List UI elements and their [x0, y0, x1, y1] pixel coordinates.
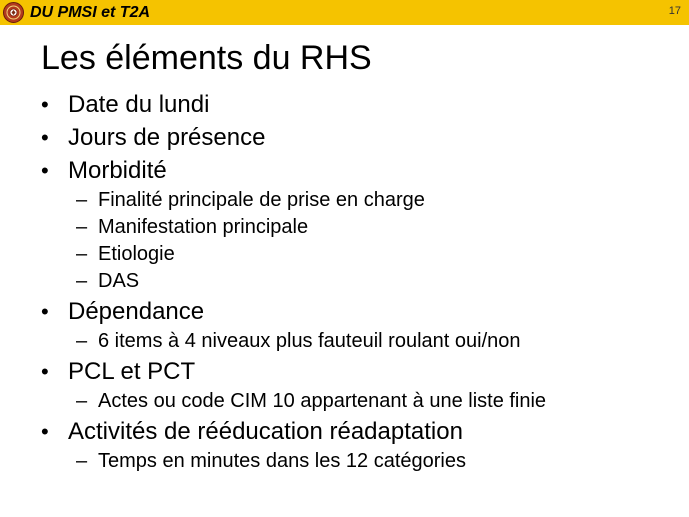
sub-bullet-item: [0, 214, 689, 241]
sub-bullet-item: [0, 241, 689, 268]
slide-title: Les éléments du RHS: [41, 39, 372, 77]
bullet-text: Jours de présence: [68, 124, 266, 151]
sub-bullet-item: [0, 187, 689, 214]
sub-bullet-dash: –: [76, 189, 88, 211]
sub-bullet-dash: –: [76, 390, 88, 412]
sub-bullet-item: [0, 328, 689, 355]
bullet-text: Activités de rééducation réadaptation: [68, 418, 463, 445]
sub-bullet-text: Etiologie: [98, 243, 175, 265]
sub-bullet-item: [0, 268, 689, 295]
sub-bullet-text: 6 items à 4 niveaux plus fauteuil roulant oui/non: [98, 330, 521, 352]
bullet-text: Dépendance: [68, 298, 205, 325]
bullet-list: [0, 88, 689, 475]
sub-bullet-item: [0, 388, 689, 415]
bullet-text: Date du lundi: [68, 91, 210, 118]
bullet-text: Morbidité: [68, 157, 167, 184]
bullet-item: [0, 415, 689, 448]
bullet-item: [0, 121, 689, 154]
bullet-dot: •: [41, 158, 49, 183]
sub-bullet-text: Temps en minutes dans les 12 catégories: [98, 450, 466, 472]
slide-header: [0, 0, 689, 25]
sub-bullet-dash: –: [76, 216, 88, 238]
sub-bullet-dash: –: [76, 330, 88, 352]
bullet-dot: •: [41, 299, 49, 324]
bullet-item: [0, 88, 689, 121]
bullet-text: PCL et PCT: [68, 358, 196, 385]
sub-bullet-dash: –: [76, 243, 88, 265]
sub-bullet-dash: –: [76, 270, 88, 292]
slide-number: 17: [668, 5, 681, 17]
sub-bullet-dash: –: [76, 450, 88, 472]
header-title: DU PMSI et T2A: [30, 4, 151, 21]
bullet-dot: •: [41, 92, 49, 117]
bullet-dot: •: [41, 359, 49, 384]
sub-bullet-text: Finalité principale de prise en charge: [98, 189, 425, 211]
sub-bullet-text: Manifestation principale: [98, 216, 309, 238]
bullet-item: [0, 154, 689, 187]
sub-bullet-text: DAS: [98, 270, 140, 292]
bullet-item: [0, 355, 689, 388]
bullet-item: [0, 295, 689, 328]
bullet-dot: •: [41, 125, 49, 150]
bullet-dot: •: [41, 419, 49, 444]
sub-bullet-item: [0, 448, 689, 475]
seal-icon: [3, 2, 24, 23]
sub-bullet-text: Actes ou code CIM 10 appartenant à une liste finie: [98, 390, 547, 412]
